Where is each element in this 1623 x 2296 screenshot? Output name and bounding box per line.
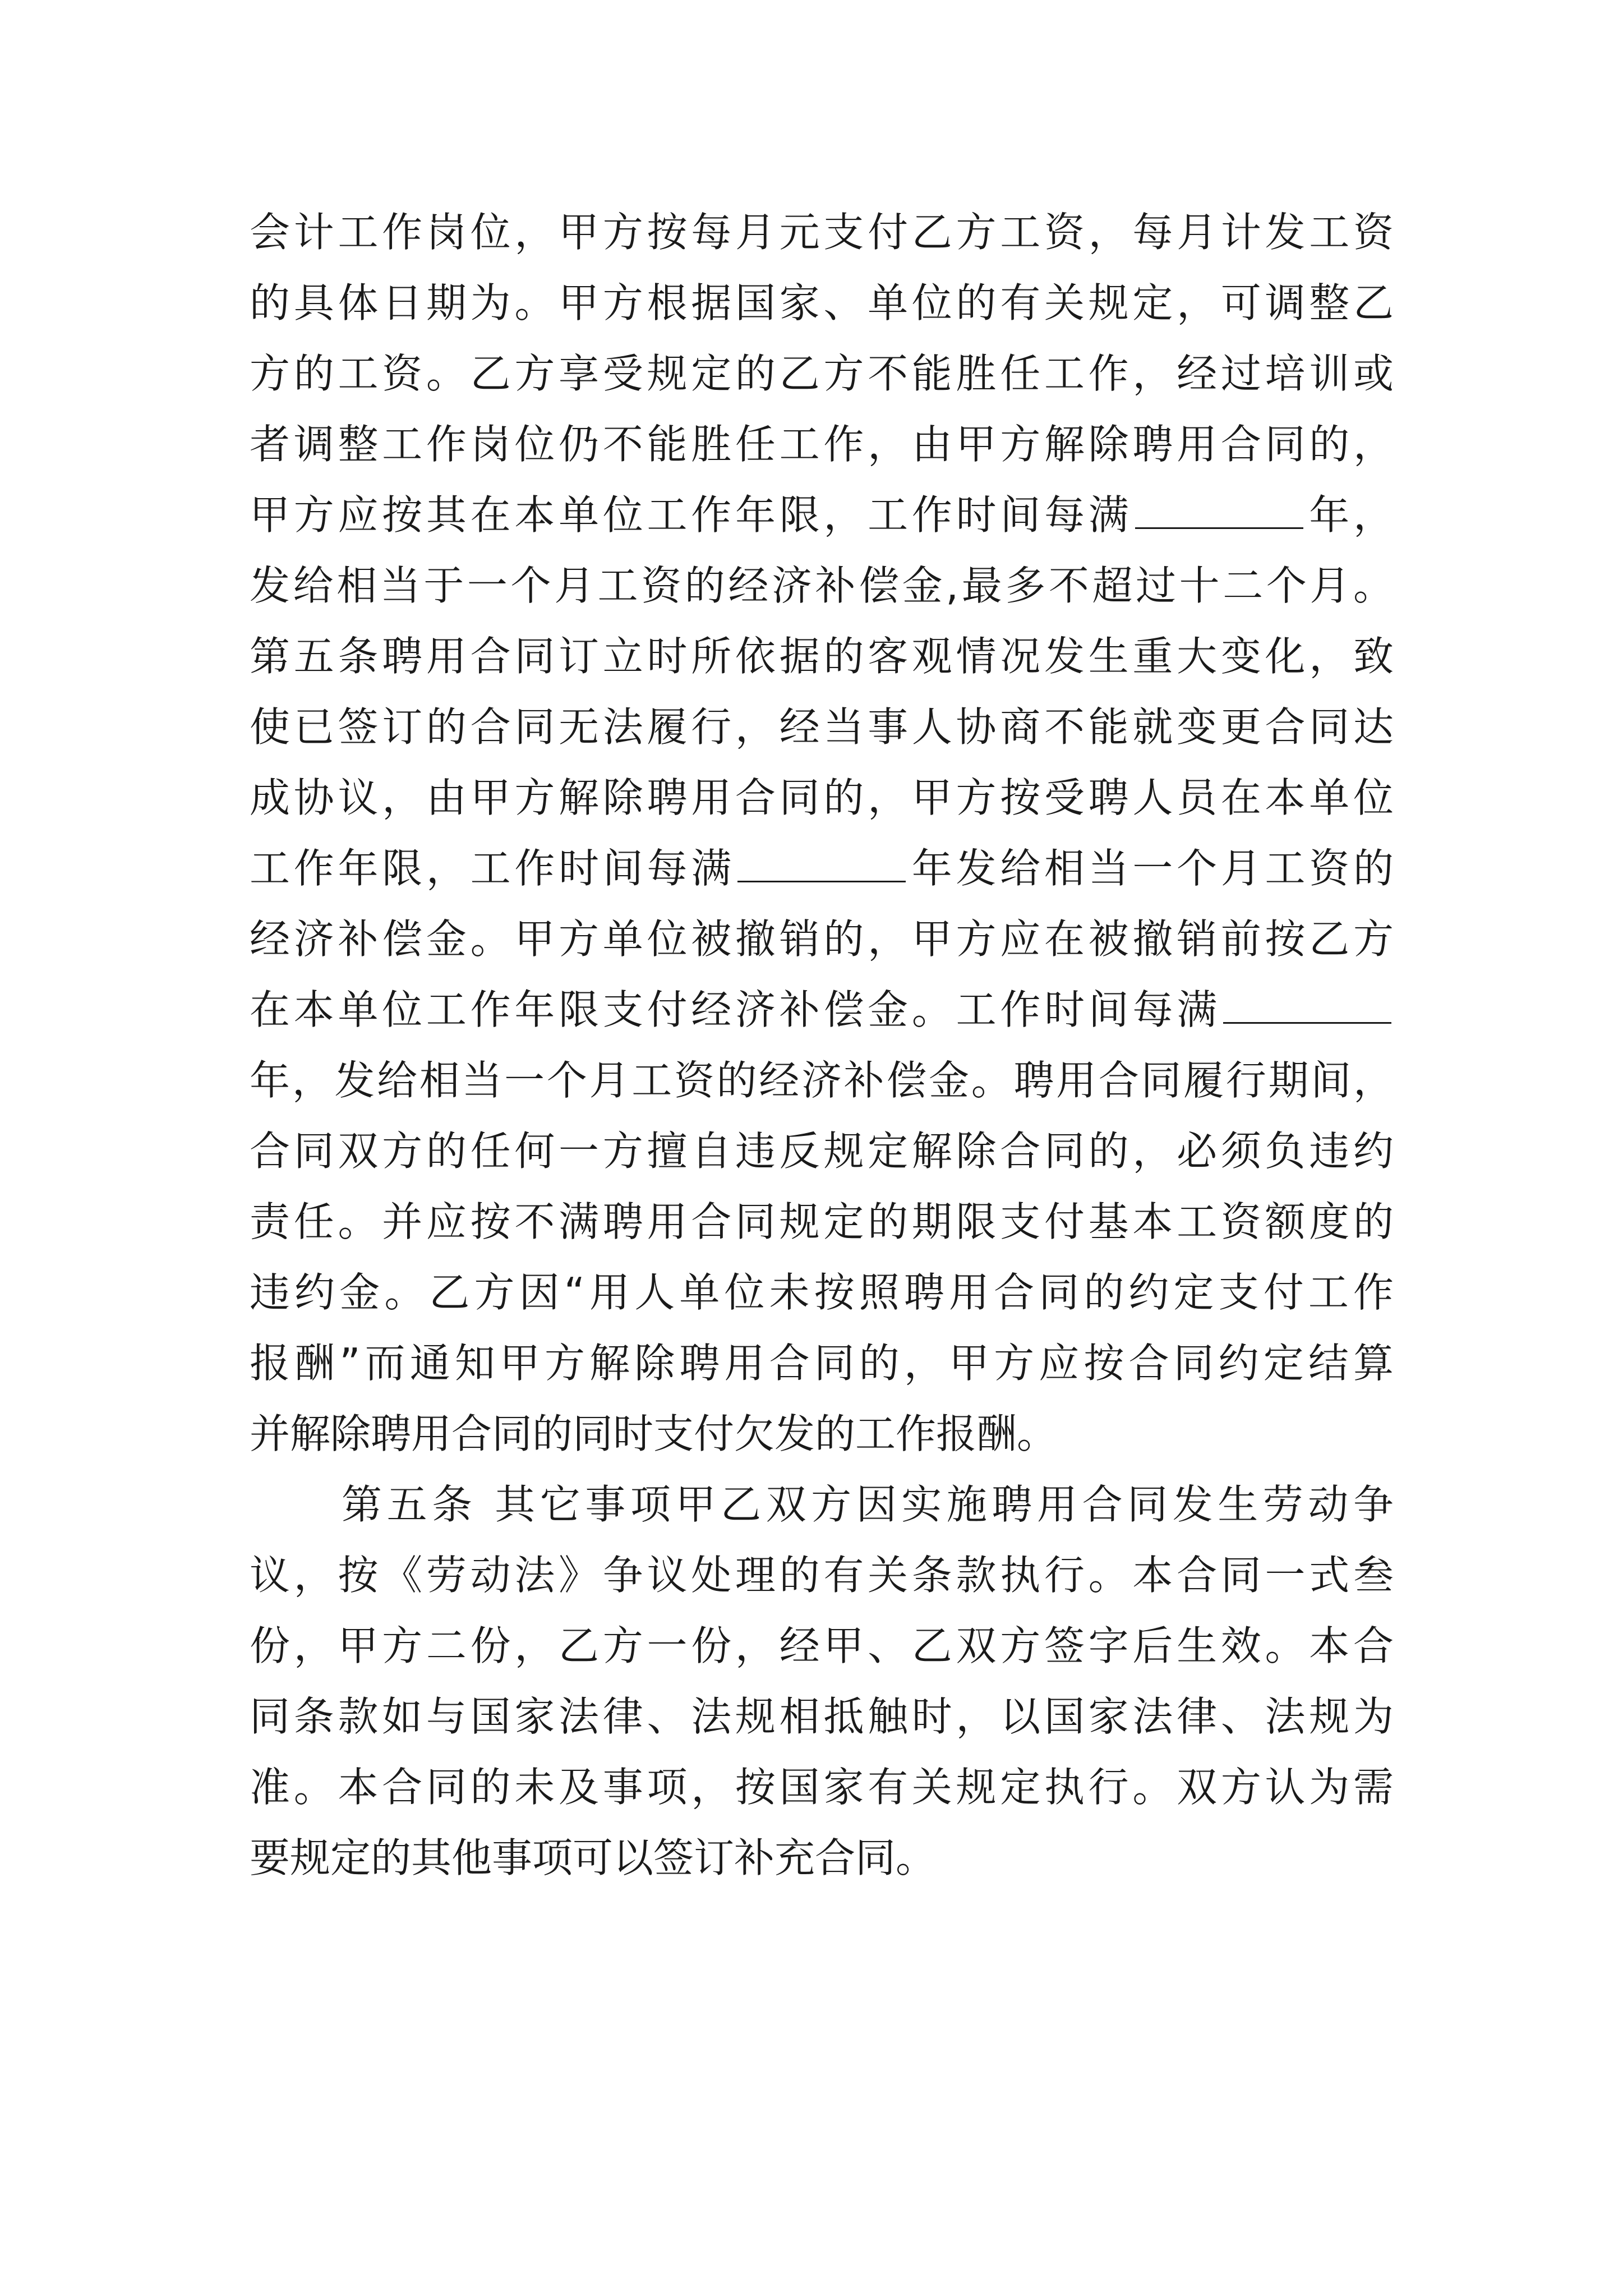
text-line: 报酬”而通知甲方解除聘用合同的，甲方应按合同约定结算	[250, 1340, 1394, 1387]
text-line: 发给相当于一个月工资的经济补偿金,最多不超过十二个月。	[250, 562, 1394, 609]
text-line: 合同双方的任何一方擅自违反规定解除合同的，必须负违约	[250, 1128, 1394, 1175]
text-line: 责任。并应按不满聘用合同规定的期限支付基本工资额度的	[250, 1198, 1394, 1245]
fill-in-blank	[1223, 985, 1391, 1024]
fill-in-blank	[737, 844, 906, 882]
text-line: 会计工作岗位，甲方按每月元支付乙方工资，每月计发工资	[250, 209, 1394, 256]
text-line: 同条款如与国家法律、法规相抵触时，以国家法律、法规为	[250, 1693, 1394, 1740]
text-line	[250, 978, 1394, 1041]
text-line: 份，甲方二份，乙方一份，经甲、乙双方签字后生效。本合	[250, 1622, 1394, 1669]
text-segment: 年发给相当一个月工资的	[908, 845, 1394, 892]
text-segment: 年，	[1305, 491, 1394, 539]
text-segment: 在本单位工作年限支付经济补偿金。工作时间每满	[250, 986, 1221, 1033]
fill-in-blank	[1135, 490, 1303, 529]
text-line: 经济补偿金。甲方单位被撤销的，甲方应在被撤销前按乙方	[250, 915, 1394, 963]
text-line: 议，按《劳动法》争议处理的有关条款执行。本合同一式叁	[250, 1552, 1394, 1599]
text-line: 并解除聘用合同的同时支付欠发的工作报酬。	[250, 1410, 1058, 1457]
text-line: 准。本合同的未及事项，按国家有关规定执行。双方认为需	[250, 1764, 1394, 1811]
text-line: 要规定的其他事项可以签订补充合同。	[250, 1834, 937, 1881]
text-line	[250, 837, 1394, 900]
text-line: 者调整工作岗位仍不能胜任工作，由甲方解除聘用合同的，	[250, 421, 1394, 468]
text-segment: 工作年限，工作时间每满	[250, 845, 735, 892]
text-line: 第五条聘用合同订立时所依据的客观情况发生重大变化，致	[250, 633, 1394, 680]
text-line: 方的工资。乙方享受规定的乙方不能胜任工作，经过培训或	[250, 350, 1394, 397]
text-line: 的具体日期为。甲方根据国家、单位的有关规定，可调整乙	[250, 279, 1394, 326]
text-line: 第五条 其它事项甲乙双方因实施聘用合同发生劳动争	[342, 1481, 1394, 1528]
text-line: 年，发给相当一个月工资的经济补偿金。聘用合同履行期间，	[250, 1057, 1394, 1104]
text-line: 使已签订的合同无法履行，经当事人协商不能就变更合同达	[250, 703, 1394, 751]
text-line: 成协议，由甲方解除聘用合同的，甲方按受聘人员在本单位	[250, 774, 1394, 821]
text-line: 违约金。乙方因“用人单位未按照聘用合同的约定支付工作	[250, 1269, 1394, 1316]
text-segment: 甲方应按其在本单位工作年限，工作时间每满	[250, 491, 1133, 539]
text-line	[250, 484, 1394, 546]
